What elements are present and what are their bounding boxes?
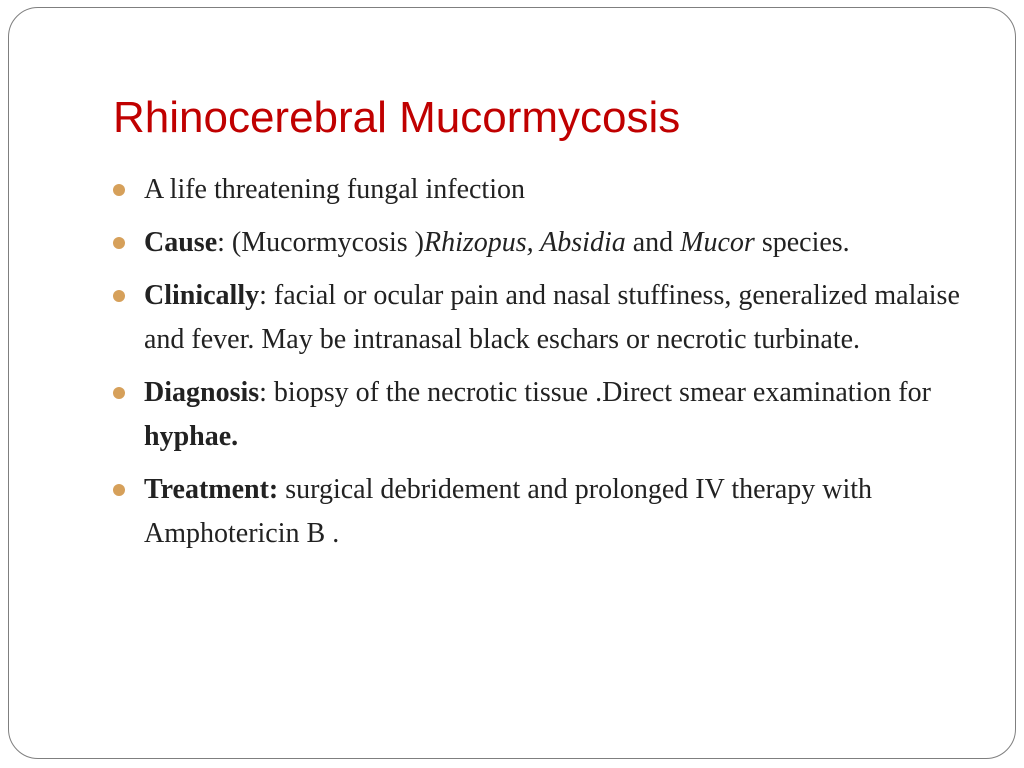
- bullet-label: Clinically: [144, 280, 260, 311]
- genus-name: Mucor: [680, 227, 755, 258]
- bullet-list: [113, 168, 973, 565]
- slide-title: Rhinocerebral Mucormycosis: [113, 93, 681, 142]
- bullet-emphasis: hyphae.: [144, 421, 239, 452]
- bullet-dot-icon: [113, 484, 125, 496]
- bullet-dot-icon: [113, 237, 125, 249]
- bullet-text: surgical debridement and prolonged IV therapy with Amphotericin B .: [144, 474, 873, 549]
- bullet-text: and: [625, 227, 681, 258]
- bullet-item-cause: [113, 221, 973, 265]
- bullet-item-intro: [113, 168, 973, 212]
- genus-name: Rhizopus,: [423, 227, 534, 258]
- bullet-dot-icon: [113, 184, 125, 196]
- bullet-text: : (Mucormycosis ): [217, 227, 424, 258]
- bullet-item-treatment: [113, 468, 973, 556]
- genus-name: Absidia: [533, 227, 626, 258]
- bullet-item-clinically: [113, 274, 973, 362]
- bullet-text: : facial or ocular pain and nasal stuffiness, generalized malaise and fever. May be intranasal black eschars or necrotic turbinate.: [144, 280, 960, 355]
- bullet-label: Cause: [144, 227, 218, 258]
- bullet-text: : biopsy of the necrotic tissue .Direct smear examination for: [259, 377, 931, 408]
- bullet-label: Treatment:: [144, 474, 279, 505]
- bullet-text: A life threatening fungal infection: [144, 174, 525, 205]
- bullet-dot-icon: [113, 387, 125, 399]
- bullet-label: Diagnosis: [144, 377, 260, 408]
- bullet-text: species.: [754, 227, 850, 258]
- bullet-item-diagnosis: [113, 371, 973, 459]
- bullet-dot-icon: [113, 290, 125, 302]
